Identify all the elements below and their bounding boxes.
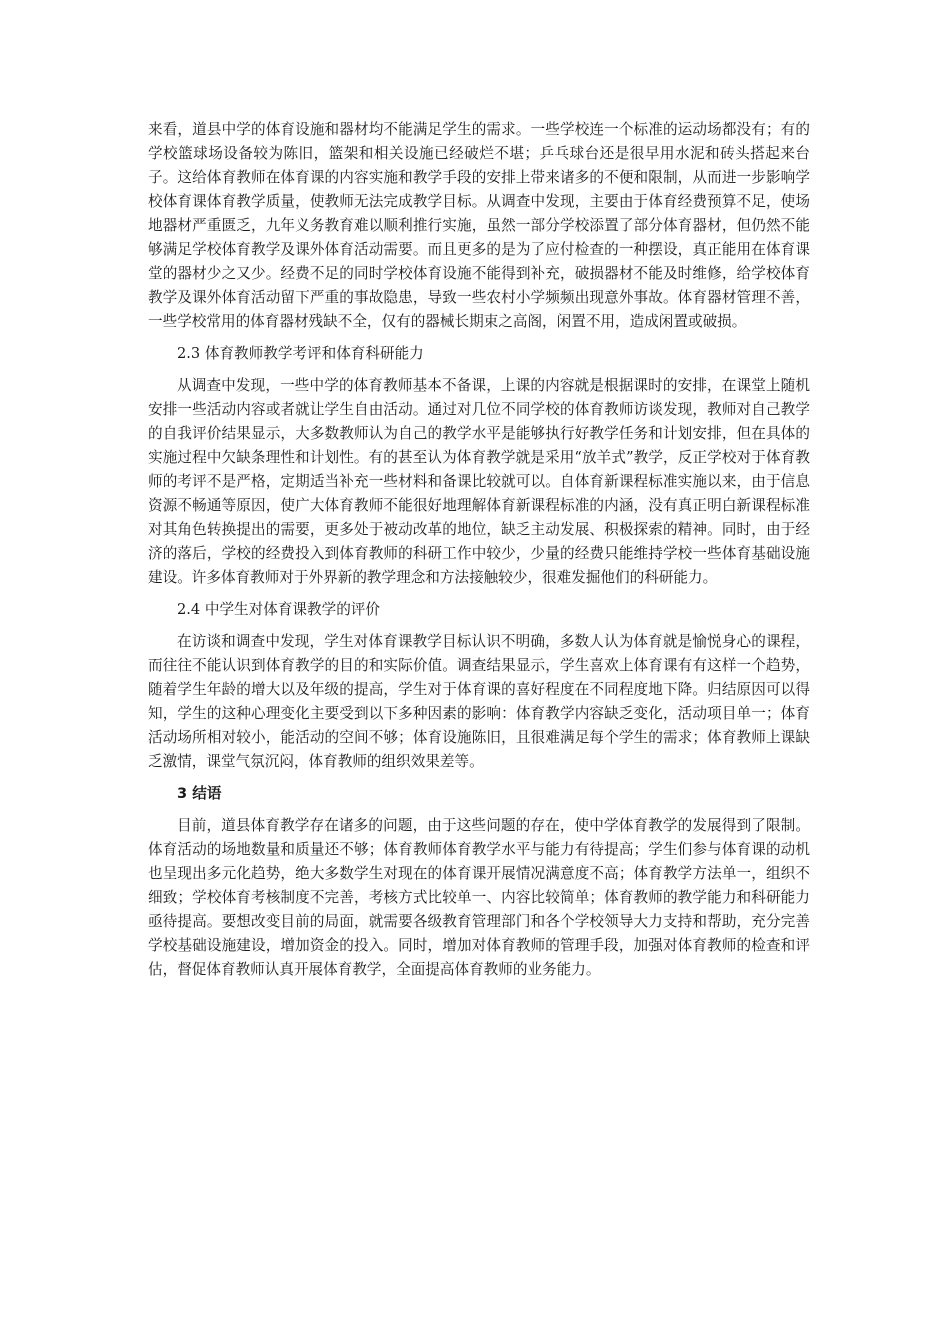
paragraph-teacher-evaluation: 从调查中发现，一些中学的体育教师基本不备课，上课的内容就是根据课时的安排，在课堂上随机安排一些活动内容或者就让学生自由活动。通过对几位不同学校的体育教师访谈发现，教师对自己教学的自我评价结果显示，大多数教师认为自己的教学水平是能够执行好教学任务和计划安排，但在具体的实施过程中欠缺条理性和计划性。有的甚至认为体育教学就是采用“放羊式”教学，反正学校对于体育教师的考评不是严格，定期适当补充一些材料和备课比较就可以。自体育新课程标准实施以来，由于信息资源不畅通等原因，使广大体育教师不能很好地理解体育新课程标准的内涵，没有真正明白新课程标准对其角色转换提出的需要，更多处于被动改革的地位，缺乏主动发展、积极探索的精神。同时，由于经济的落后，学校的经费投入到体育教师的科研工作中较少，少量的经费只能维持学校一些体育基础设施建设。许多体育教师对于外界新的教学理念和方法接触较少，很难发掘他们的科研能力。 <box>148 377 810 586</box>
section-heading-2-3: 2.3 体育教师教学考评和体育科研能力 <box>177 345 424 362</box>
section-heading-3-conclusion: 3 结语 <box>177 785 222 802</box>
section-heading-2-4: 2.4 中学生对体育课教学的评价 <box>177 601 380 618</box>
paragraph-facilities: 来看，道县中学的体育设施和器材均不能满足学生的需求。一些学校连一个标准的运动场都没有；有的学校篮球场设备较为陈旧，篮架和相关设施已经破烂不堪；乒乓球台还是很早用水泥和砖头搭起来台子。这给体育教师在体育课的内容实施和教学手段的安排上带来诸多的不便和限制，从而进一步影响学校体育课体育教学质量，使教师无法完成教学目标。从调查中发现，主要由于体育经费预算不足，使场地器材严重匮乏，九年义务教育难以顺利推行实施，虽然一部分学校添置了部分体育器材，但仍然不能够满足学校体育教学及课外体育活动需要。而且更多的是为了应付检查的一种摆设，真正能用在体育课堂的器材少之又少。经费不足的同时学校体育设施不能得到补充，破损器材不能及时维修，给学校体育教学及课外体育活动留下严重的事故隐患，导致一些农村小学频频出现意外事故。体育器材管理不善，一些学校常用的体育器材残缺不全，仅有的器械长期束之高阁，闲置不用，造成闲置或破损。 <box>148 121 810 330</box>
paragraph-conclusion: 目前，道县体育教学存在诸多的问题，由于这些问题的存在，使中学体育教学的发展得到了限制。体育活动的场地数量和质量还不够；体育教师体育教学水平与能力有待提高；学生们参与体育课的动机也呈现出多元化趋势，绝大多数学生对现在的体育课开展情况满意度不高；体育教学方法单一，组织不细致；学校体育考核制度不完善，考核方式比较单一、内容比较简单；体育教师的教学能力和科研能力亟待提高。要想改变目前的局面，就需要各级教育管理部门和各个学校领导大力支持和帮助，充分完善学校基础设施建设，增加资金的投入。同时，增加对体育教师的管理手段，加强对体育教师的检查和评估，督促体育教师认真开展体育教学，全面提高体育教师的业务能力。 <box>148 817 810 978</box>
document-body <box>148 118 810 982</box>
paragraph-student-evaluation: 在访谈和调查中发现，学生对体育课教学目标认识不明确，多数人认为体育就是愉悦身心的课程，而往往不能认识到体育教学的目的和实际价值。调查结果显示，学生喜欢上体育课有有这样一个趋势，随着学生年龄的增大以及年级的提高，学生对于体育课的喜好程度在不同程度地下降。归结原因可以得知，学生的这种心理变化主要受到以下多种因素的影响：体育教学内容缺乏变化，活动项目单一；体育活动场所相对较小，能活动的空间不够；体育设施陈旧，且很难满足每个学生的需求；体育教师上课缺乏激情，课堂气氛沉闷，体育教师的组织效果差等。 <box>148 633 810 770</box>
